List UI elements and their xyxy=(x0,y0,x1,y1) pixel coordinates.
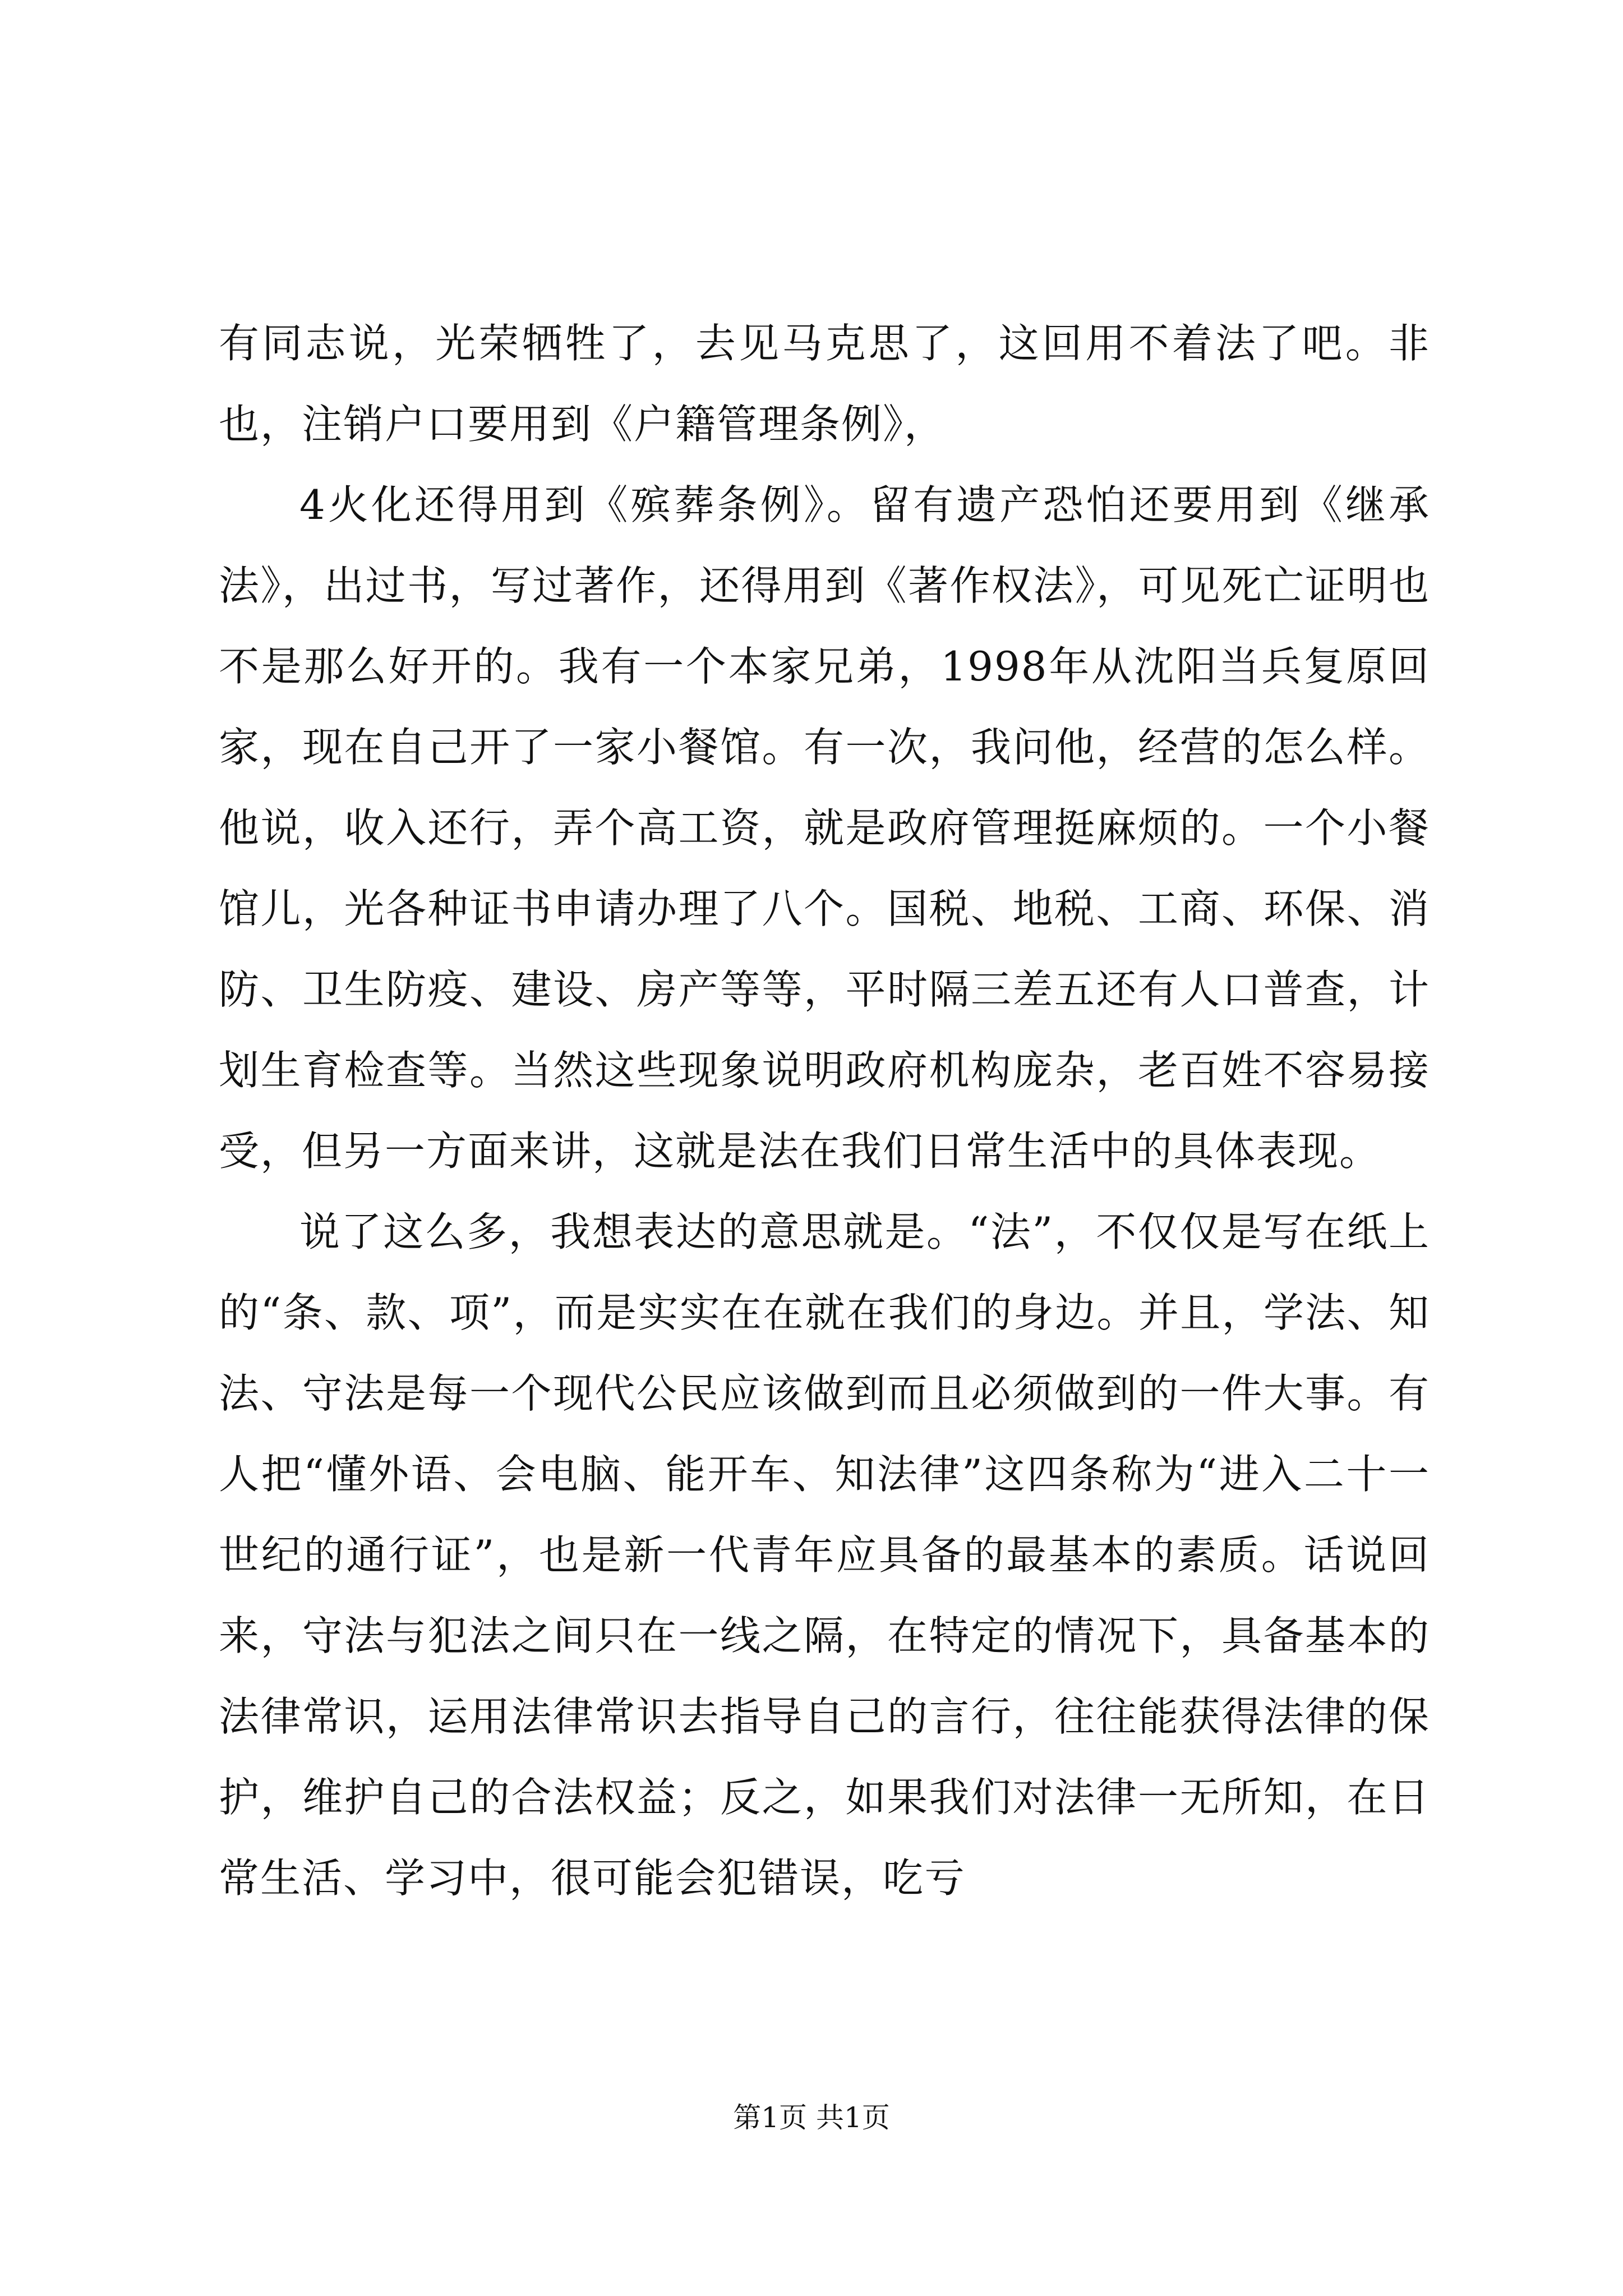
paragraph-1: 有同志说，光荣牺牲了，去见马克思了，这回用不着法了吧。非也，注销户口要用到《户籍管理条例》， xyxy=(219,320,1430,448)
page-footer: 第1页 共1页 xyxy=(733,2101,890,2134)
document-body xyxy=(219,303,1430,1918)
paragraph-3: 说了这么多，我想表达的意思就是。“法”，不仅仅是写在纸上的“条、款、项”，而是实实在在就在我们的身边。并且，学法、知法、守法是每一个现代公民应该做到而且必须做到的一件大事。有人把“懂外语、会电脑、能开车、知法律”这四条称为“进入二十一世纪的通行证”，也是新一代青年应具备的最基本的素质。话说回来，守法与犯法之间只在一线之隔，在特定的情况下，具备基本的法律常识，运用法律常识去指导自己的言行，往往能获得法律的保护，维护自己的合法权益；反之，如果我们对法律一无所知，在日常生活、学习中，很可能会犯错误，吃亏 xyxy=(219,1208,1430,1902)
paragraph-2: 4火化还得用到《殡葬条例》。留有遗产恐怕还要用到《继承法》，出过书，写过著作，还得用到《著作权法》，可见死亡证明也不是那么好开的。我有一个本家兄弟，1998年从沈阳当兵复原回家，现在自己开了一家小餐馆。有一次，我问他，经营的怎么样。他说，收入还行，弄个高工资，就是政府管理挺麻烦的。一个小餐馆儿，光各种证书申请办理了八个。国税、地税、工商、环保、消防、卫生防疫、建设、房产等等，平时隔三差五还有人口普查，计划生育检查等。当然这些现象说明政府机构庞杂，老百姓不容易接受，但另一方面来讲，这就是法在我们日常生活中的具体表现。 xyxy=(219,481,1430,1175)
